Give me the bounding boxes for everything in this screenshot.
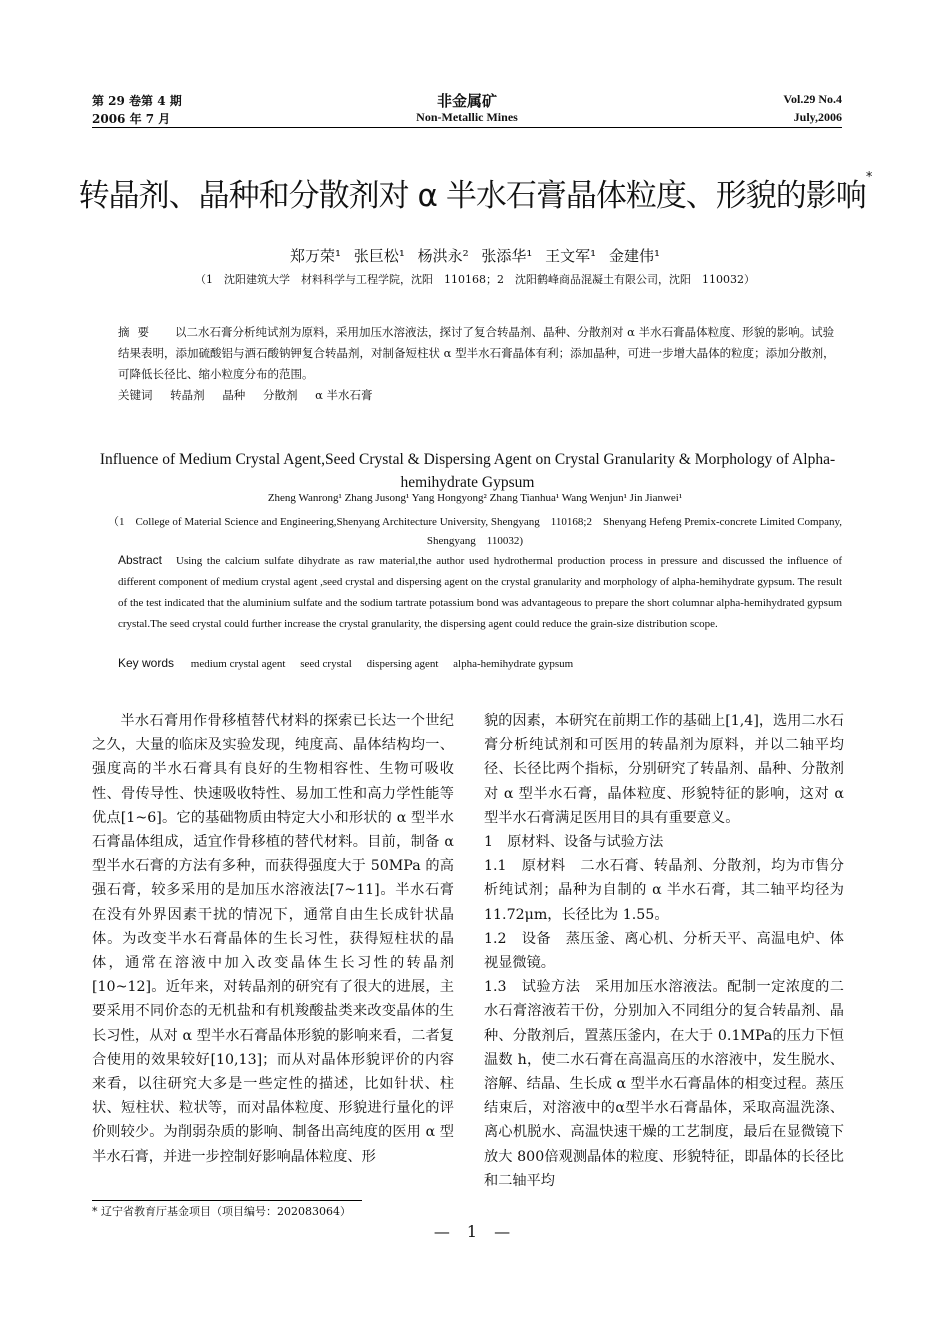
page-number: — 1 —: [433, 1222, 517, 1241]
subsection-materials: 1.1 原材料 二水石膏、转晶剂、分散剂，均为市售分析纯试剂；晶种为自制的 α 半水石膏，其二轴平均径为 11.72μm，长径比为 1.55。: [484, 858, 844, 923]
keyword-zh: 转晶剂: [170, 388, 205, 402]
date-zh: 2006 年 7 月: [92, 112, 171, 126]
authors-en: Zheng Wanrong¹ Zhang Jusong¹ Yang Hongyong² Zhang Tianhua¹ Wang Wenjun¹ Jin Jianwei¹: [267, 492, 683, 504]
footnote: * 辽宁省教育厅基金项目（项目编号：202083064）: [92, 1205, 351, 1218]
abstract-zh-text: 以二水石膏分析纯试剂为原料，采用加压水溶液法，探讨了复合转晶剂、晶种、分散剂对 α 半水石膏晶体粒度、形貌的影响。试验结果表明，添加硫酸铝与酒石酸钠钾复合转晶剂，对制备短柱状 α 型半水石膏晶体有利；添加晶种，可进一步增大晶体的粒度；添加分散剂，可降低长径比、缩小粒度分布的范围。: [118, 325, 835, 381]
header-rule: [92, 127, 842, 128]
abstract-zh-label: 摘要: [118, 325, 157, 339]
intro-paragraph-continued: 貌的因素，本研究在前期工作的基础上[1,4]，选用二水石膏分析纯试剂和可医用的转晶剂为原料，并以二轴平均径、长径比两个指标，分别研究了转晶剂、晶种、分散剂对 α 型半水石膏，晶体粒度、形貌特征的影响，这对 α 型半水石膏满足医用目的具有重要意义。: [484, 713, 844, 826]
abstract-en-text: Using the calcium sulfate dihydrate as raw material,the author used hydrothermal production process in pressure and discussed the influence of different component of medium crystal agent ,seed crystal and dispersing agent on the crystal granularity and morphology of alpha-hemihydrate gypsum. The result of the test indicated that the aluminium sulfate and the sodium tartrate potassium bond was advantageous to prepare the short columnar alpha-hemihydrated gypsum crystal.The seed crystal could further increase the crystal granularity, the dispersing agent could reduce the grain-size distribution scope.: [118, 555, 842, 630]
affiliation-zh: （1 沈阳建筑大学 材料科学与工程学院，沈阳 110168；2 沈阳鹤峰商品混凝土有限公司，沈阳 110032）: [195, 273, 755, 286]
keyword-en: seed crystal: [300, 658, 352, 670]
paper-title-en: Influence of Medium Crystal Agent,Seed Crystal & Dispersing Agent on Crystal Granularity & Morphology of Alpha-hemihydrate Gypsum: [99, 451, 836, 491]
subsection-method: 1.3 试验方法 采用加压水溶液法。配制一定浓度的二水石膏溶液若干份，分别加入不同组分的复合转晶剂、晶种、分散剂后，置蒸压釜内，在大于 0.1MPa的压力下恒温数 h，使二水石膏在高温高压的水溶液中，发生脱水、溶解、结晶、生长成 α 型半水石膏晶体的相变过程。蒸压结束后，对溶液中的α型半水石膏晶体，采取高温洗涤、离心机脱水、高温快速干燥的工艺制度，最后在显微镜下放大 800倍观测晶体的粒度、形貌特征，即晶体的长径比和二轴平均: [484, 979, 844, 1189]
keyword-zh: 分散剂: [262, 388, 298, 402]
footnote-rule: [92, 1200, 362, 1201]
abstract-en-label: Abstract: [118, 553, 163, 567]
paper-title-zh: [60, 170, 890, 215]
authors-zh: 郑万荣¹ 张巨松¹ 杨洪永² 张添华¹ 王文军¹ 金建伟¹: [290, 247, 660, 265]
keyword-zh: α 半水石膏: [315, 388, 373, 402]
subsection-equipment: 1.2 设备 蒸压釜、离心机、分析天平、高温电炉、体视显微镜。: [484, 930, 844, 972]
keywords-en: [118, 656, 842, 670]
keyword-zh: 晶种: [222, 388, 246, 402]
volume-issue-en: Vol.29 No.4: [783, 92, 842, 106]
title-footnote-mark: *: [865, 170, 872, 185]
body-column-right: [484, 709, 844, 1193]
journal-name-en: Non-Metallic Mines: [416, 110, 518, 124]
journal-name-zh: 非金属矿: [436, 92, 497, 110]
keywords-zh: [118, 387, 842, 403]
affiliation-en: （1 College of Material Science and Engineering,Shenyang Architecture University, Shengyang 110168;2 Shenyang Hefeng Premix-concrete Limited Company, Shengyang 110032): [107, 516, 843, 547]
title-zh-text: 转晶剂、晶种和分散剂对 α 半水石膏晶体粒度、形貌的影响: [78, 178, 866, 214]
keywords-zh-label: 关键词: [118, 388, 153, 402]
abstract-zh: [118, 322, 842, 385]
keyword-en: alpha-hemihydrate gypsum: [453, 658, 574, 670]
volume-issue-zh: 第 29 卷第 4 期: [92, 94, 182, 108]
keywords-en-label: Key words: [118, 656, 175, 670]
section-heading: 1 原材料、设备与试验方法: [484, 834, 664, 851]
keyword-en: dispersing agent: [366, 658, 439, 670]
date-en: July,2006: [793, 110, 842, 124]
intro-paragraph: 半水石膏用作骨移植替代材料的探索已长达一个世纪之久，大量的临床及实验发现，纯度高、晶体结构均一、强度高的半水石膏具有良好的生物相容性、生物可吸收性、骨传导性、快速吸收特性、易加工性和高力学性能等优点[1~6]。它的基础物质由特定大小和形状的 α 型半水石膏晶体组成，适宜作骨移植的替代材料。目前，制备 α 型半水石膏的方法有多种，而获得强度大于 50MPa 的高强石膏，较多采用的是加压水溶液法[7~11]。半水石膏在没有外界因素干扰的情况下，通常自由生长成针状晶体。为改变半水石膏晶体的生长习性，获得短柱状的晶体，通常在溶液中加入改变晶体生长习性的转晶剂[10~12]。近年来，对转晶剂的研究有了很大的进展，主要采用不同价态的无机盐和有机羧酸盐类来改变晶体的生长习性，从对 α 型半水石膏晶体形貌的影响来看，二者复合使用的效果较好[10,13]；而从对晶体形貌评价的内容来看，以往研究大多是一些定性的描述，比如针状、柱状、短柱状、粒状等，而对晶体粒度、形貌进行量化的评价则较少。为削弱杂质的影响、制备出高纯度的医用 α 型半水石膏，并进一步控制好影响晶体粒度、形: [92, 713, 454, 1165]
running-header: [92, 92, 842, 128]
body-column-left: [92, 709, 454, 1169]
keyword-en: medium crystal agent: [190, 658, 286, 670]
abstract-en: [118, 550, 842, 635]
